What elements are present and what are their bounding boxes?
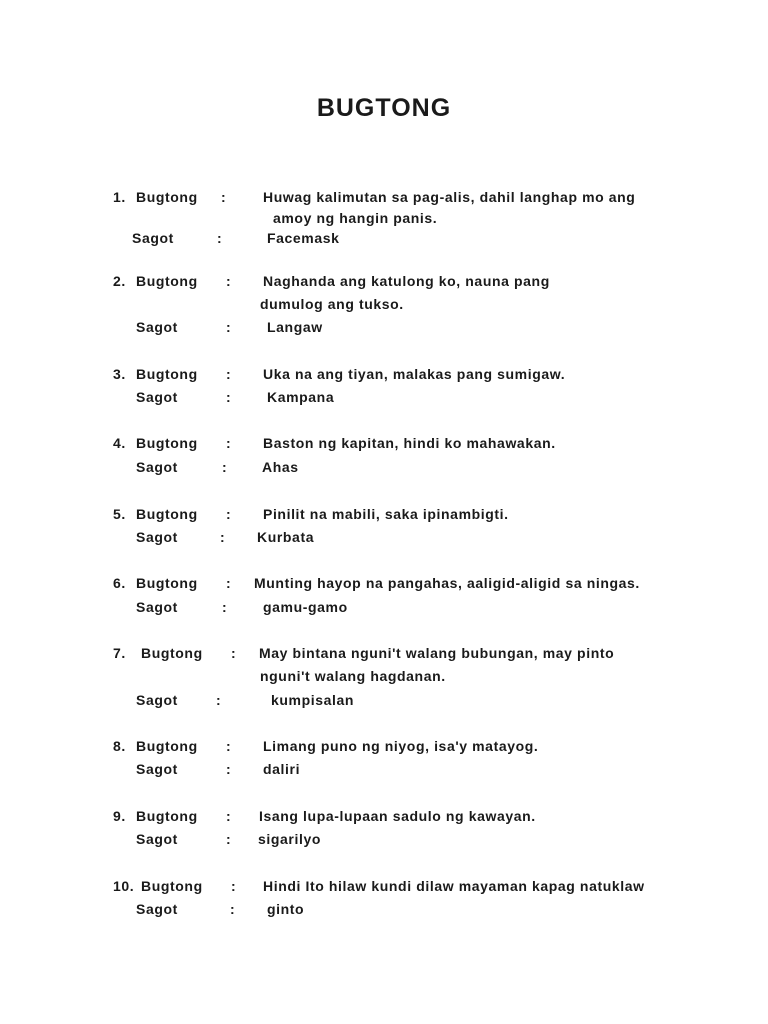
- bugtong-label: Bugtong: [136, 506, 198, 522]
- answer-text: Ahas: [262, 459, 299, 475]
- bugtong-colon: :: [226, 738, 232, 754]
- item-number: 8.: [113, 738, 126, 754]
- bugtong-colon: :: [231, 878, 237, 894]
- item-number: 1.: [113, 189, 126, 205]
- bugtong-label: Bugtong: [136, 366, 198, 382]
- sagot-colon: :: [216, 692, 222, 708]
- riddle-line: Huwag kalimutan sa pag-alis, dahil langhap mo ang: [263, 189, 636, 205]
- bugtong-label: Bugtong: [136, 808, 198, 824]
- answer-text: sigarilyo: [258, 831, 321, 847]
- bugtong-label: Bugtong: [136, 738, 198, 754]
- bugtong-label: Bugtong: [141, 878, 203, 894]
- sagot-colon: :: [226, 389, 232, 405]
- answer-text: daliri: [263, 761, 301, 777]
- sagot-colon: :: [220, 529, 226, 545]
- sagot-colon: :: [222, 459, 228, 475]
- sagot-colon: :: [222, 599, 228, 615]
- bugtong-label: Bugtong: [141, 645, 203, 661]
- sagot-label: Sagot: [136, 599, 178, 615]
- item-number: 7.: [113, 645, 126, 661]
- riddle-line: Baston ng kapitan, hindi ko mahawakan.: [263, 435, 556, 451]
- sagot-label: Sagot: [136, 831, 178, 847]
- riddle-line: Uka na ang tiyan, malakas pang sumigaw.: [263, 366, 566, 382]
- item-number: 10.: [113, 878, 135, 894]
- answer-text: Kampana: [267, 389, 335, 405]
- sagot-label: Sagot: [136, 901, 178, 917]
- sagot-colon: :: [217, 230, 223, 246]
- answer-text: Langaw: [267, 319, 323, 335]
- riddle-line: Pinilit na mabili, saka ipinambigti.: [263, 506, 509, 522]
- sagot-colon: :: [230, 901, 236, 917]
- answer-text: ginto: [267, 901, 305, 917]
- item-number: 9.: [113, 808, 126, 824]
- bugtong-colon: :: [226, 366, 232, 382]
- document-title: BUGTONG: [316, 94, 452, 122]
- item-number: 3.: [113, 366, 126, 382]
- sagot-colon: :: [226, 319, 232, 335]
- bugtong-colon: :: [231, 645, 237, 661]
- item-number: 6.: [113, 575, 126, 591]
- riddle-line: Limang puno ng niyog, isa'y matayog.: [263, 738, 539, 754]
- bugtong-colon: :: [226, 575, 232, 591]
- item-number: 5.: [113, 506, 126, 522]
- bugtong-colon: :: [226, 808, 232, 824]
- sagot-label: Sagot: [136, 692, 178, 708]
- riddle-line: amoy ng hangin panis.: [273, 210, 438, 226]
- riddle-line: nguni't walang hagdanan.: [260, 668, 446, 684]
- bugtong-colon: :: [226, 506, 232, 522]
- sagot-label: Sagot: [136, 529, 178, 545]
- riddle-line: Naghanda ang katulong ko, nauna pang: [263, 273, 550, 289]
- bugtong-label: Bugtong: [136, 435, 198, 451]
- sagot-label: Sagot: [132, 230, 174, 246]
- sagot-label: Sagot: [136, 761, 178, 777]
- answer-text: kumpisalan: [271, 692, 355, 708]
- sagot-label: Sagot: [136, 389, 178, 405]
- riddle-line: dumulog ang tukso.: [260, 296, 404, 312]
- answer-text: gamu-gamo: [263, 599, 348, 615]
- item-number: 4.: [113, 435, 126, 451]
- answer-text: Facemask: [267, 230, 340, 246]
- riddle-line: May bintana nguni't walang bubungan, may pinto: [259, 645, 615, 661]
- sagot-colon: :: [226, 831, 232, 847]
- riddle-line: Munting hayop na pangahas, aaligid-aligid sa ningas.: [254, 575, 640, 591]
- sagot-label: Sagot: [136, 319, 178, 335]
- item-number: 2.: [113, 273, 126, 289]
- bugtong-label: Bugtong: [136, 273, 198, 289]
- bugtong-label: Bugtong: [136, 575, 198, 591]
- bugtong-colon: :: [221, 189, 227, 205]
- sagot-label: Sagot: [136, 459, 178, 475]
- riddle-line: Isang lupa-lupaan sadulo ng kawayan.: [259, 808, 536, 824]
- answer-text: Kurbata: [257, 529, 315, 545]
- bugtong-colon: :: [226, 435, 232, 451]
- bugtong-label: Bugtong: [136, 189, 198, 205]
- bugtong-colon: :: [226, 273, 232, 289]
- sagot-colon: :: [226, 761, 232, 777]
- riddle-line: Hindi Ito hilaw kundi dilaw mayaman kapag natuklaw: [263, 878, 645, 894]
